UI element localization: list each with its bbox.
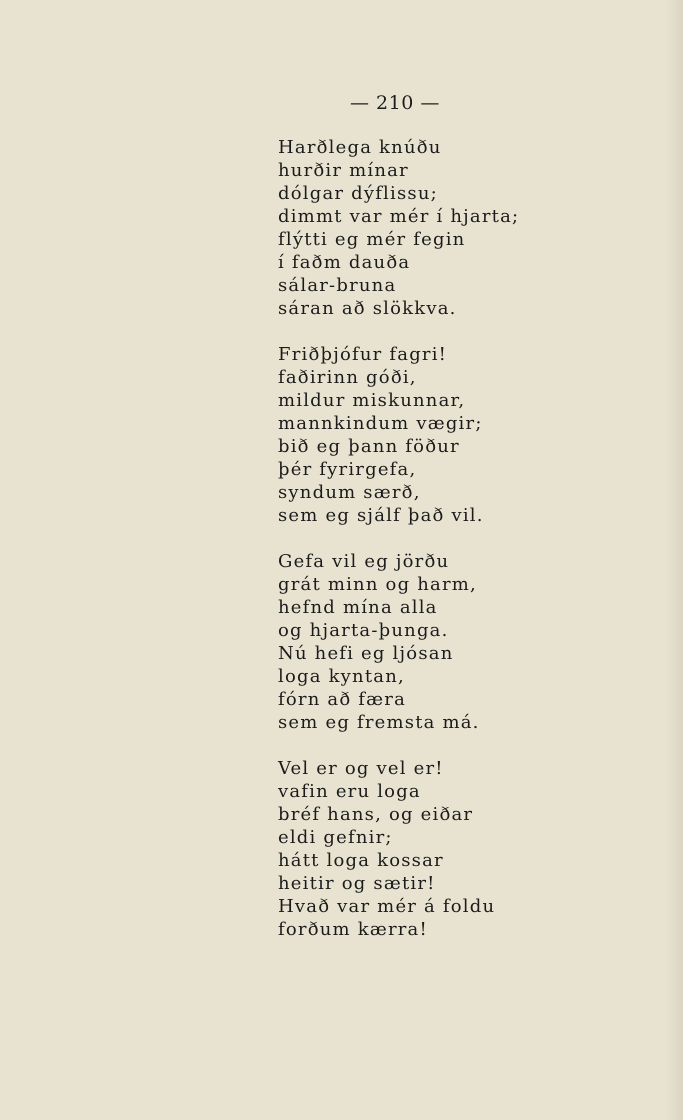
stanza-4 xyxy=(278,757,578,941)
stanza-3 xyxy=(278,550,578,734)
verse-line: grát minn og harm, xyxy=(278,574,477,595)
verse-line: vafin eru loga xyxy=(278,781,421,802)
stanza-1 xyxy=(278,136,578,320)
verse-line: eldi gefnir; xyxy=(278,827,393,848)
page-edge-shadow xyxy=(665,0,683,1120)
verse-line: sálar-bruna xyxy=(278,275,397,296)
verse-line: dólgar dýflissu; xyxy=(278,183,438,204)
verse-line: Friðþjófur fagri! xyxy=(278,344,448,365)
verse-line: Vel er og vel er! xyxy=(278,758,444,779)
verse-line: hefnd mína alla xyxy=(278,597,438,618)
verse-line: í faðm dauða xyxy=(278,252,411,273)
verse-line: loga kyntan, xyxy=(278,666,405,687)
verse-line: sáran að slökkva. xyxy=(278,298,457,319)
verse-line: Hvað var mér á foldu xyxy=(278,896,496,917)
verse-line: hátt loga kossar xyxy=(278,850,444,871)
verse-line: flýtti eg mér fegin xyxy=(278,229,466,250)
verse-line: forðum kærra! xyxy=(278,919,428,940)
verse-line: og hjarta-þunga. xyxy=(278,620,449,641)
poem xyxy=(278,136,578,964)
verse-line: fórn að færa xyxy=(278,689,407,710)
verse-line: sem eg fremsta má. xyxy=(278,712,480,733)
verse-line: bréf hans, og eiðar xyxy=(278,804,474,825)
verse-line: dimmt var mér í hjarta; xyxy=(278,206,520,227)
verse-line: Harðlega knúðu xyxy=(278,137,442,158)
verse-line: bið eg þann föður xyxy=(278,436,460,457)
verse-line: Gefa vil eg jörðu xyxy=(278,551,450,572)
verse-line: hurðir mínar xyxy=(278,160,409,181)
verse-line: mildur miskunnar, xyxy=(278,390,466,411)
verse-line: Nú hefi eg ljósan xyxy=(278,643,454,664)
stanza-2 xyxy=(278,343,578,527)
page-number: — 210 — xyxy=(350,92,440,114)
verse-line: syndum særð, xyxy=(278,482,421,503)
verse-line: faðirinn góði, xyxy=(278,367,417,388)
verse-line: mannkindum vægir; xyxy=(278,413,483,434)
verse-line: heitir og sætir! xyxy=(278,873,436,894)
verse-line: þér fyrirgefa, xyxy=(278,459,417,480)
verse-line: sem eg sjálf það vil. xyxy=(278,505,484,526)
